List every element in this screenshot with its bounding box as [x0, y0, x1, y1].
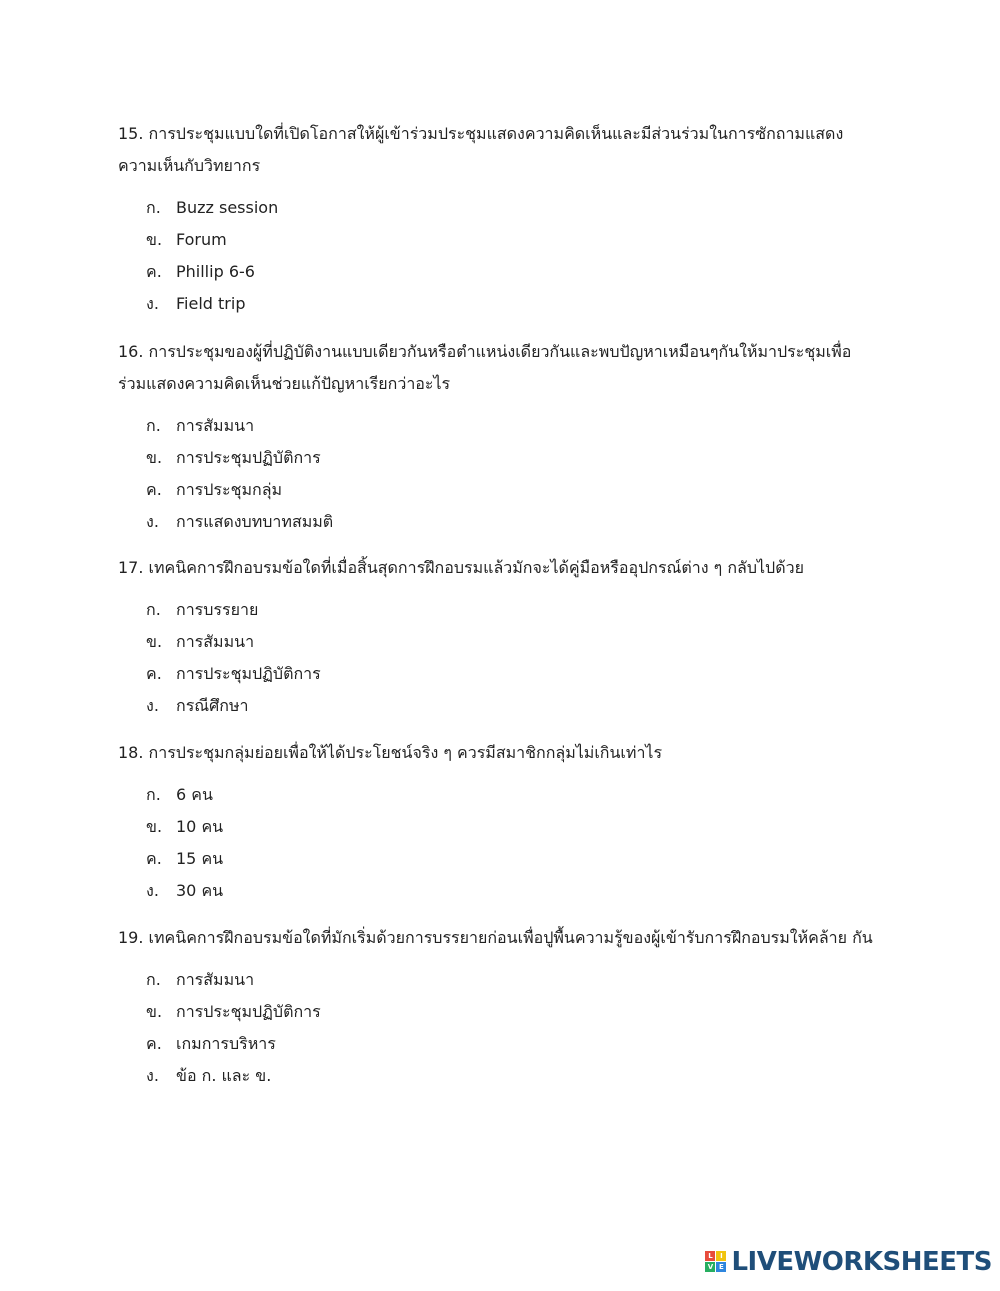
option-text: 10 คน — [176, 817, 224, 836]
logo-square: L — [705, 1251, 715, 1261]
option-letter: ก. — [146, 600, 161, 619]
option-text: การประชุมปฏิบัติการ — [176, 1002, 321, 1021]
option-letter: ข. — [146, 1002, 163, 1021]
option-text: ข้อ ก. และ ข. — [176, 1066, 272, 1085]
option-letter: ก. — [146, 970, 161, 989]
option-letter: ง. — [146, 696, 159, 715]
option-c[interactable] — [146, 843, 878, 875]
option-a[interactable] — [146, 594, 878, 626]
option-b[interactable] — [146, 626, 878, 658]
option-list — [146, 410, 878, 538]
option-c[interactable] — [146, 256, 878, 288]
option-a[interactable] — [146, 779, 878, 811]
option-a[interactable] — [146, 192, 878, 224]
logo-square: V — [705, 1262, 715, 1272]
option-list — [146, 594, 878, 722]
option-letter: ข. — [146, 230, 163, 249]
option-c[interactable] — [146, 1028, 878, 1060]
option-letter: ข. — [146, 817, 163, 836]
liveworksheets-logo-text: LIVEWORKSHEETS — [731, 1247, 992, 1277]
option-text: การประชุมปฏิบัติการ — [176, 664, 321, 683]
option-letter: ก. — [146, 785, 161, 804]
option-letter: ง. — [146, 881, 159, 900]
option-letter: ค. — [146, 1034, 162, 1053]
option-a[interactable] — [146, 964, 878, 996]
option-text: การแสดงบทบาทสมมติ — [176, 512, 334, 531]
option-a[interactable] — [146, 410, 878, 442]
option-text: การสัมมนา — [176, 416, 255, 435]
option-b[interactable] — [146, 442, 878, 474]
option-letter: ค. — [146, 664, 162, 683]
option-letter: ง. — [146, 294, 159, 313]
question-text: 18. การประชุมกลุ่มย่อยเพื่อให้ได้ประโยชน์จริง ๆ ควรมีสมาชิกกลุ่มไม่เกินเท่าไร — [118, 743, 663, 762]
question-16 — [118, 336, 878, 538]
option-list — [146, 779, 878, 907]
option-text: 30 คน — [176, 881, 224, 900]
option-letter: ง. — [146, 1066, 159, 1085]
option-letter: ข. — [146, 632, 163, 651]
option-list — [146, 964, 878, 1092]
logo-square: I — [716, 1251, 726, 1261]
logo-square: E — [716, 1262, 726, 1272]
question-17 — [118, 552, 878, 722]
option-letter: ค. — [146, 480, 162, 499]
option-text: การประชุมปฏิบัติการ — [176, 448, 321, 467]
option-text: กรณีศึกษา — [176, 696, 249, 715]
question-text: 17. เทคนิคการฝึกอบรมข้อใดที่เมื่อสิ้นสุดการฝึกอบรมแล้วมักจะได้คู่มือหรืออุปกรณ์ต่าง ๆ กลับไปด้วย — [118, 558, 804, 577]
option-d[interactable] — [146, 690, 878, 722]
question-18 — [118, 737, 878, 907]
option-d[interactable] — [146, 1060, 878, 1092]
option-d[interactable] — [146, 506, 878, 538]
option-c[interactable] — [146, 474, 878, 506]
option-b[interactable] — [146, 811, 878, 843]
question-15 — [118, 118, 878, 320]
question-text: 19. เทคนิคการฝึกอบรมข้อใดที่มักเริ่มด้วยการบรรยายก่อนเพื่อปูพื้นความรู้ของผู้เข้ารับการฝึกอบรมให้คล้าย กัน — [118, 928, 873, 947]
option-d[interactable] — [146, 288, 878, 320]
option-text: เกมการบริหาร — [176, 1034, 276, 1053]
option-text: 6 คน — [176, 785, 213, 804]
option-text: การบรรยาย — [176, 600, 259, 619]
option-letter: ค. — [146, 849, 162, 868]
option-text: Phillip 6-6 — [176, 262, 255, 281]
question-text: 15. การประชุมแบบใดที่เปิดโอกาสให้ผู้เข้าร่วมประชุมแสดงความคิดเห็นและมีส่วนร่วมในการซักถามแสดงความเห็นกับวิทยากร — [118, 124, 844, 175]
option-text: Buzz session — [176, 198, 279, 217]
option-text: Field trip — [176, 294, 246, 313]
option-letter: ค. — [146, 262, 162, 281]
option-text: การสัมมนา — [176, 970, 255, 989]
option-b[interactable] — [146, 224, 878, 256]
question-text: 16. การประชุมของผู้ที่ปฏิบัติงานแบบเดียวกันหรือตำแหน่งเดียวกันและพบปัญหาเหมือนๆกันให้มาประชุมเพื่อร่วมแสดงความคิดเห็นช่วยแก้ปัญหาเรียกว่าอะไร — [118, 342, 852, 393]
option-list — [146, 192, 878, 320]
option-text: การประชุมกลุ่ม — [176, 480, 283, 499]
option-text: Forum — [176, 230, 227, 249]
option-text: การสัมมนา — [176, 632, 255, 651]
option-b[interactable] — [146, 996, 878, 1028]
option-letter: ข. — [146, 448, 163, 467]
option-d[interactable] — [146, 875, 878, 907]
question-19 — [118, 922, 878, 1092]
option-c[interactable] — [146, 658, 878, 690]
option-letter: ก. — [146, 416, 161, 435]
liveworksheets-logo-icon — [705, 1251, 727, 1273]
option-text: 15 คน — [176, 849, 224, 868]
liveworksheets-logo — [705, 1247, 992, 1277]
option-letter: ก. — [146, 198, 161, 217]
option-letter: ง. — [146, 512, 159, 531]
